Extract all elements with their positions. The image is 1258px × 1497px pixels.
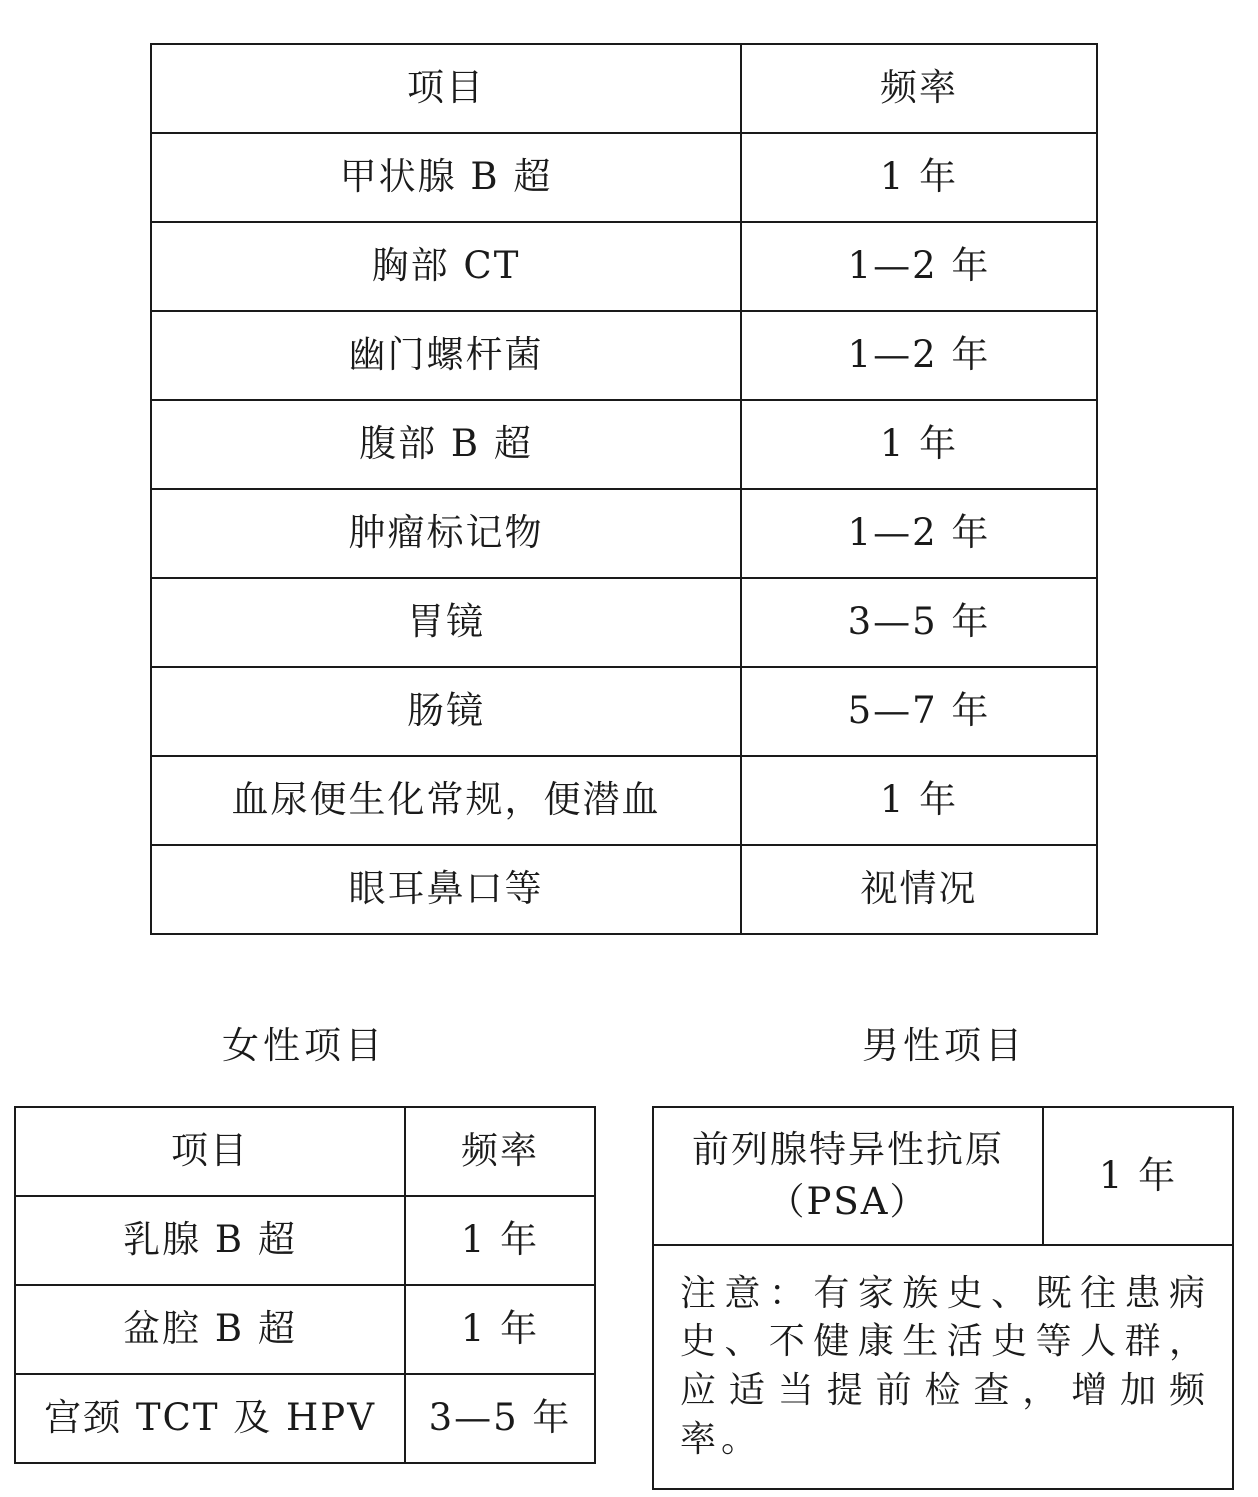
row-item: 宫颈 TCT 及 HPV	[15, 1374, 405, 1463]
main-checkup-table	[150, 43, 1098, 935]
row-item: 肿瘤标记物	[151, 489, 741, 578]
table-header-row	[151, 44, 1097, 133]
row-frequency: 1 年	[405, 1196, 595, 1285]
row-frequency: 1 年	[741, 400, 1097, 489]
row-item: 幽门螺杆菌	[151, 311, 741, 400]
header-item: 项目	[15, 1107, 405, 1196]
row-item: 腹部 B 超	[151, 400, 741, 489]
row-frequency: 3—5 年	[741, 578, 1097, 667]
note-text: 注意：有家族史、既往患病史、不健康生活史等人群，应适当提前检查，增加频率。	[653, 1245, 1233, 1489]
row-item: 肠镜	[151, 667, 741, 756]
table-row	[151, 222, 1097, 311]
row-item: 甲状腺 B 超	[151, 133, 741, 222]
row-item	[653, 1107, 1043, 1245]
table-row	[15, 1196, 595, 1285]
header-frequency: 频率	[405, 1107, 595, 1196]
note-row	[653, 1245, 1233, 1489]
row-item: 乳腺 B 超	[15, 1196, 405, 1285]
table-header-row	[15, 1107, 595, 1196]
table-row	[151, 489, 1097, 578]
row-frequency: 1—2 年	[741, 489, 1097, 578]
row-item: 盆腔 B 超	[15, 1285, 405, 1374]
table-row	[151, 667, 1097, 756]
table-row	[15, 1285, 595, 1374]
female-section-title: 女性项目	[222, 1024, 386, 1067]
row-item: 胃镜	[151, 578, 741, 667]
table-row	[15, 1374, 595, 1463]
header-frequency: 频率	[741, 44, 1097, 133]
table-row	[151, 400, 1097, 489]
female-checkup-table	[14, 1106, 596, 1464]
row-frequency: 1 年	[741, 756, 1097, 845]
row-frequency: 1—2 年	[741, 311, 1097, 400]
row-frequency: 1 年	[405, 1285, 595, 1374]
header-item: 项目	[151, 44, 741, 133]
table-row	[151, 133, 1097, 222]
row-item: 眼耳鼻口等	[151, 845, 741, 934]
psa-item-abbr: （PSA）	[767, 1180, 929, 1223]
row-frequency: 1—2 年	[741, 222, 1097, 311]
table-row	[151, 311, 1097, 400]
male-section-title: 男性项目	[862, 1024, 1026, 1067]
table-row	[151, 756, 1097, 845]
male-checkup-table	[652, 1106, 1234, 1490]
table-row	[151, 578, 1097, 667]
row-frequency: 3—5 年	[405, 1374, 595, 1463]
row-item: 胸部 CT	[151, 222, 741, 311]
table-row	[151, 845, 1097, 934]
psa-item-name: 前列腺特异性抗原	[692, 1128, 1004, 1172]
row-frequency: 视情况	[741, 845, 1097, 934]
row-frequency: 5—7 年	[741, 667, 1097, 756]
table-row	[653, 1107, 1233, 1245]
row-item: 血尿便生化常规，便潜血	[151, 756, 741, 845]
row-frequency: 1 年	[741, 133, 1097, 222]
row-frequency: 1 年	[1043, 1107, 1233, 1245]
